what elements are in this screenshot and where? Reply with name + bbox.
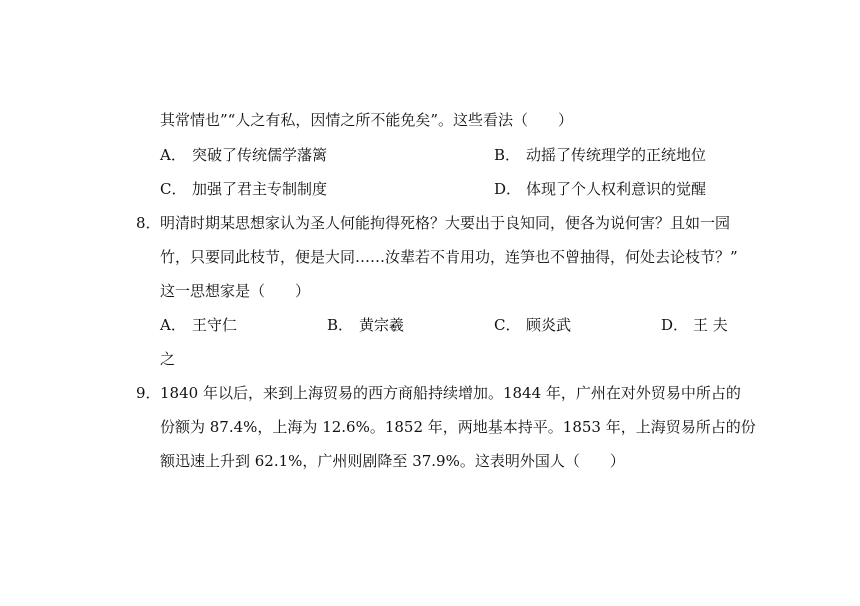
q9-stem-line-2: 份额为 87.4%，上海为 12.6%。1852 年，两地基本持平。1853 年，上海贸易所占的份 — [160, 418, 756, 436]
option-text: 王 夫 — [693, 316, 728, 334]
q9-stem-line-3: 额迅速上升到 62.1%，广州则剧降至 37.9%。这表明外国人（ ） — [160, 452, 625, 470]
q7-option-a — [160, 145, 327, 165]
q7-stem-tail: 其常情也”“人之有私，因情之所不能免矣”。这些看法（ ） — [160, 111, 574, 129]
option-text: 动摇了传统理学的正统地位 — [526, 146, 707, 164]
option-text: 体现了个人权利意识的觉醒 — [526, 180, 707, 198]
q9-number: 9． — [136, 384, 161, 402]
option-letter: D． — [661, 316, 689, 334]
option-letter: D． — [494, 180, 522, 198]
option-text: 加强了君主专制制度 — [192, 180, 328, 198]
q7-option-b — [494, 145, 706, 165]
option-letter: B． — [494, 146, 521, 164]
q8-stem-line-1: 明清时期某思想家认为圣人何能拘得死格？大要出于良知同，便各为说何害？且如一园 — [160, 214, 731, 232]
option-text: 黄宗羲 — [359, 316, 405, 334]
option-text: 王守仁 — [192, 316, 238, 334]
q8-option-d-wrap: 之 — [160, 350, 176, 368]
q8-option-d — [661, 315, 728, 335]
option-letter: A． — [160, 146, 186, 164]
q9-stem-line-1: 1840 年以后，来到上海贸易的西方商船持续增加。1844 年，广州在对外贸易中所占的 — [160, 384, 741, 402]
q8-option-c — [494, 315, 571, 335]
option-letter: C． — [494, 316, 521, 334]
q8-stem-line-3: 这一思想家是（ ） — [160, 282, 311, 300]
q7-option-d — [494, 179, 706, 199]
q8-stem-line-2: 竹，只要同此枝节，便是大同……汝辈若不肯用功，连笋也不曾抽得，何处去论枝节？” — [160, 248, 738, 266]
option-text: 顾炎武 — [526, 316, 572, 334]
q7-option-c — [160, 179, 327, 199]
q8-option-b — [327, 315, 404, 335]
q8-number: 8． — [136, 214, 161, 232]
option-letter: B． — [327, 316, 354, 334]
option-letter: C． — [160, 180, 187, 198]
q8-option-a — [160, 315, 237, 335]
option-letter: A． — [160, 316, 186, 334]
option-text: 突破了传统儒学藩篱 — [192, 146, 328, 164]
